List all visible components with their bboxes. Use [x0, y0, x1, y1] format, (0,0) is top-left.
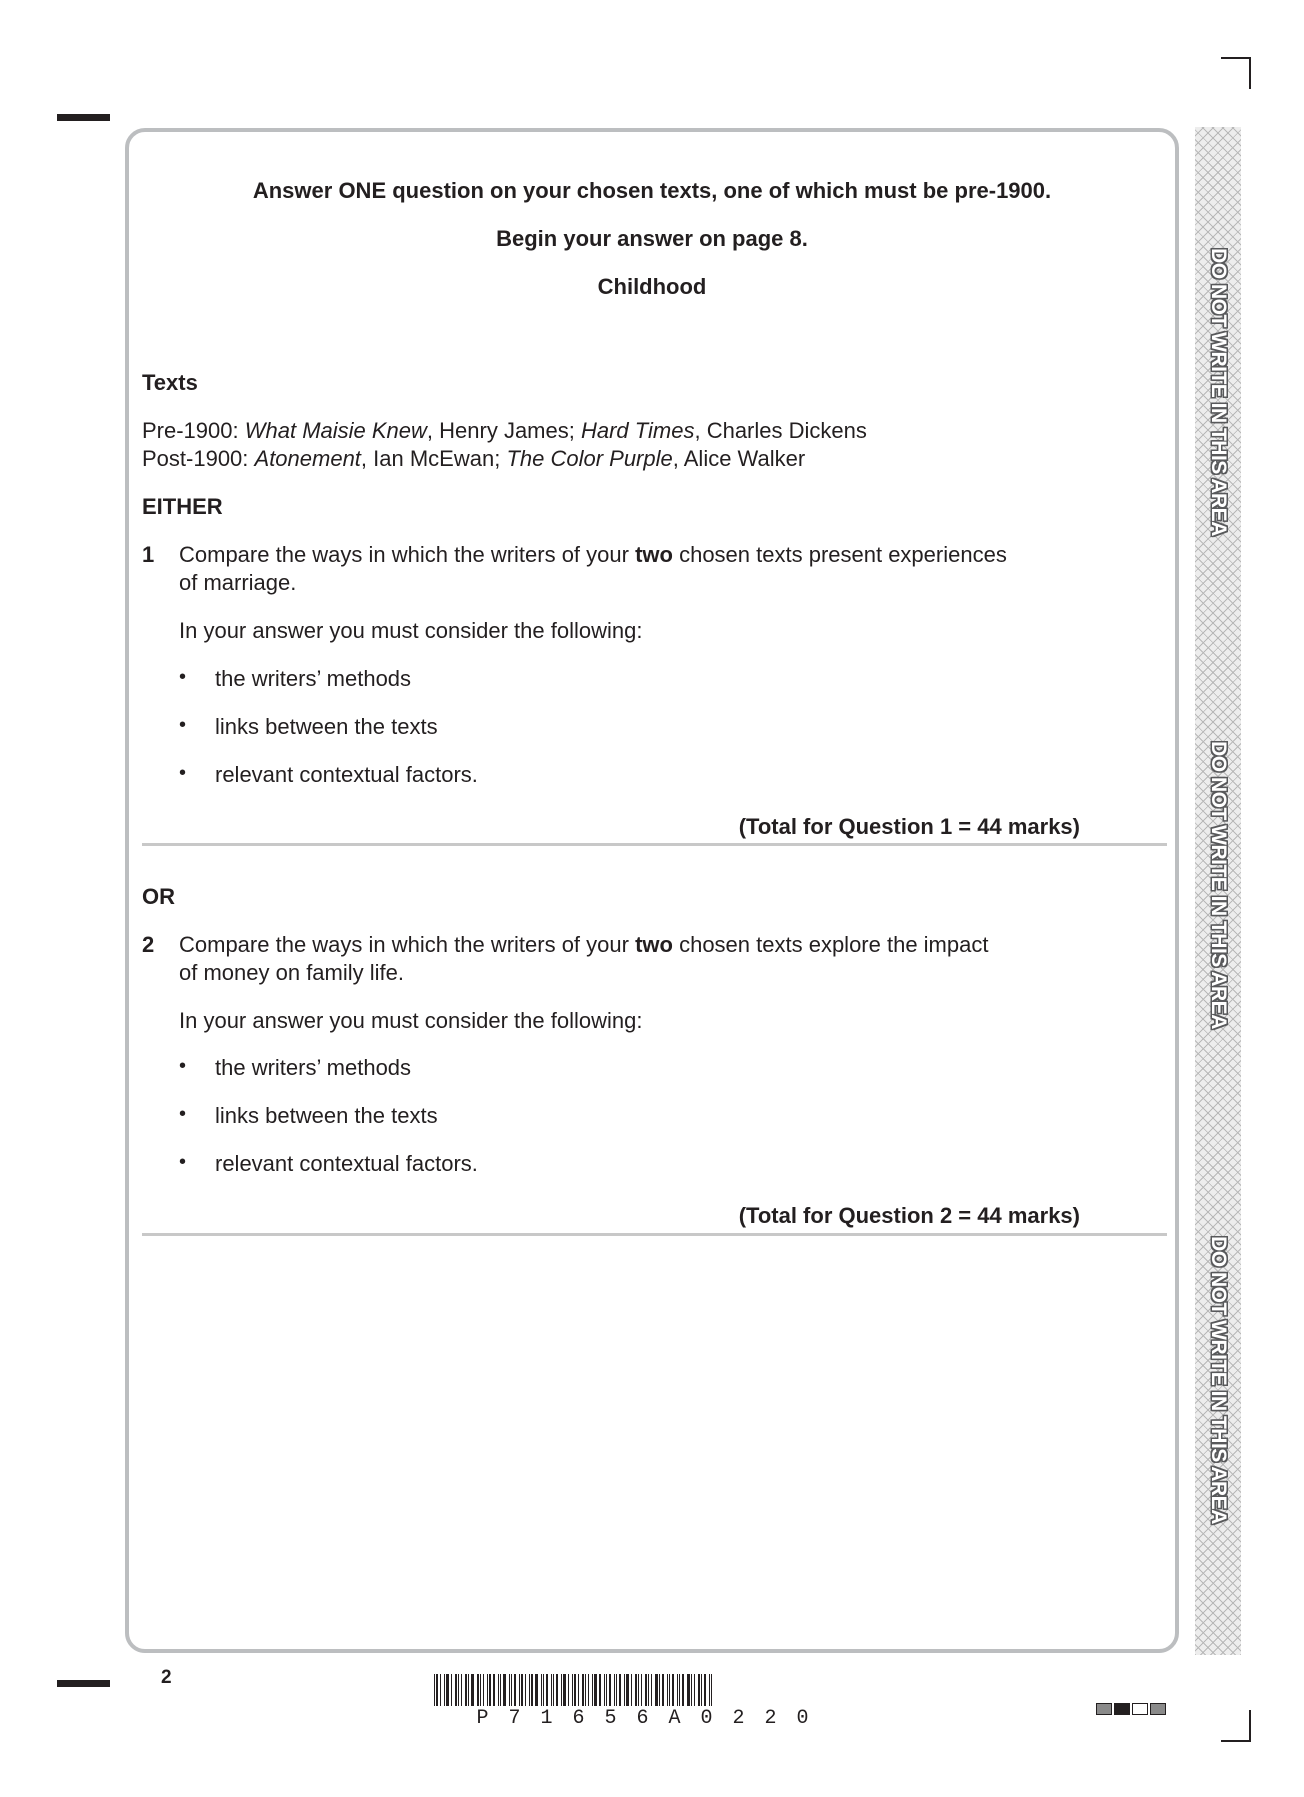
barcode-bar — [440, 1674, 441, 1706]
barcode-bar — [609, 1674, 611, 1706]
registration-bar-top — [57, 114, 110, 121]
barcode-bar — [594, 1674, 597, 1706]
post-1900-texts: Post-1900: Atonement, Ian McEwan; The Color Purple, Alice Walker — [142, 446, 806, 471]
barcode-bar — [651, 1674, 652, 1706]
barcode-bar — [444, 1674, 445, 1706]
theme-title: Childhood — [597, 274, 707, 299]
barcode-bar — [677, 1674, 678, 1706]
barcode-bar — [455, 1674, 457, 1706]
barcode-bar — [572, 1674, 573, 1706]
barcode-bar — [535, 1674, 538, 1706]
barcode-bar — [568, 1674, 569, 1706]
barcode-bar — [604, 1674, 605, 1706]
barcode-bar — [553, 1674, 554, 1706]
barcode-bar — [704, 1674, 706, 1706]
registration-bar-bottom — [57, 1680, 110, 1687]
barcode-bar — [655, 1674, 658, 1706]
question-2-number: 2 — [142, 932, 155, 957]
barcode-bar — [503, 1674, 506, 1706]
barcode-bar — [531, 1674, 533, 1706]
barcode-bar — [711, 1674, 712, 1706]
question-1-rule — [142, 843, 1167, 846]
barcode-bar — [635, 1674, 637, 1706]
barcode-bar — [624, 1674, 625, 1706]
barcode-bar — [694, 1674, 695, 1706]
question-2-bullet-3: relevant contextual factors. — [215, 1151, 478, 1176]
crop-mark-bottom-right-vertical — [1249, 1710, 1251, 1742]
question-1-number: 1 — [142, 542, 155, 567]
barcode-bar — [509, 1674, 510, 1706]
bullet-icon: • — [179, 666, 187, 688]
barcode-bar — [588, 1674, 589, 1706]
barcode-bar — [556, 1674, 558, 1706]
barcode-bar — [667, 1674, 668, 1706]
barcode-bar — [669, 1674, 670, 1706]
barcode-bar — [434, 1674, 435, 1706]
barcode-bar — [626, 1674, 629, 1706]
barcode-bar — [487, 1674, 488, 1706]
barcode-bar — [645, 1674, 647, 1706]
barcode-bar — [500, 1674, 501, 1706]
barcode-bar — [529, 1674, 530, 1706]
texts-heading: Texts — [142, 370, 198, 395]
barcode-bar — [541, 1674, 542, 1706]
question-1-bullet-1: the writers’ methods — [215, 666, 412, 691]
question-1-bullet-3: relevant contextual factors. — [215, 762, 478, 787]
barcode-bar — [599, 1674, 601, 1706]
barcode-bar — [672, 1674, 674, 1706]
barcode-bar — [563, 1674, 566, 1706]
crop-mark-top-right — [1221, 57, 1250, 59]
question-1-bullet-2: links between the texts — [215, 714, 438, 739]
question-1-total: (Total for Question 1 = 44 marks) — [738, 814, 1080, 839]
barcode-bar — [578, 1674, 579, 1706]
barcode-bar — [546, 1674, 548, 1706]
barcode-bar — [698, 1674, 700, 1706]
barcode-bar — [551, 1674, 552, 1706]
barcode-bar — [619, 1674, 621, 1706]
barcode-bar — [641, 1674, 642, 1706]
question-1-consider: In your answer you must consider the following: — [179, 618, 643, 643]
barcode-bar — [468, 1674, 469, 1706]
barcode-bar — [574, 1674, 576, 1706]
barcode-bar — [477, 1674, 479, 1706]
barcode-bar — [691, 1674, 692, 1706]
question-2-line-1: Compare the ways in which the writers of your two chosen texts explore the impact — [179, 932, 989, 957]
barcode-bar — [582, 1674, 584, 1706]
barcode-bar — [659, 1674, 660, 1706]
barcode-bar — [471, 1674, 474, 1706]
barcode-bar — [519, 1674, 520, 1706]
barcode-bar — [592, 1674, 593, 1706]
bullet-icon: • — [179, 1055, 187, 1077]
page-number: 2 — [161, 1667, 172, 1688]
barcode-bar — [483, 1674, 484, 1706]
barcode-bar — [585, 1674, 586, 1706]
barcode-bar — [631, 1674, 632, 1706]
barcode-bar — [561, 1674, 562, 1706]
barcode-bar — [682, 1674, 684, 1706]
begin-note: Begin your answer on page 8. — [496, 226, 808, 251]
barcode-bar — [638, 1674, 639, 1706]
question-1-line-1: Compare the ways in which the writers of your two chosen texts present experiences — [179, 542, 1007, 567]
barcode-bar — [679, 1674, 680, 1706]
barcode-bar — [662, 1674, 664, 1706]
bullet-icon: • — [179, 1151, 187, 1173]
pre-1900-texts: Pre-1900: What Maisie Knew, Henry James; Hard Times, Charles Dickens — [142, 418, 867, 443]
barcode-bar — [525, 1674, 526, 1706]
or-label: OR — [142, 884, 175, 909]
barcode-bar — [687, 1674, 690, 1706]
barcode-bar — [446, 1674, 449, 1706]
bullet-icon: • — [179, 762, 187, 784]
barcode-bar — [614, 1674, 615, 1706]
barcode-bar — [436, 1674, 438, 1706]
barcode — [434, 1674, 871, 1706]
barcode-bar — [511, 1674, 512, 1706]
bullet-icon: • — [179, 1103, 187, 1125]
instruction-text: Answer ONE question on your chosen texts, one of which must be pre-1900. — [252, 178, 1052, 203]
barcode-bar — [616, 1674, 617, 1706]
question-2-line-2: of money on family life. — [179, 960, 404, 985]
question-2-bullet-1: the writers’ methods — [215, 1055, 412, 1080]
barcode-bar — [458, 1674, 459, 1706]
question-2-rule — [142, 1233, 1167, 1236]
crop-mark-top-right-vertical — [1249, 57, 1251, 89]
barcode-bar — [543, 1674, 544, 1706]
barcode-bar — [451, 1674, 452, 1706]
crop-mark-bottom-right — [1221, 1740, 1250, 1742]
barcode-bar — [480, 1674, 481, 1706]
barcode-bar — [498, 1674, 499, 1706]
either-label: EITHER — [142, 494, 223, 519]
barcode-bar — [514, 1674, 516, 1706]
barcode-bar — [465, 1674, 467, 1706]
question-panel — [125, 128, 1179, 1653]
page-blocks-icon — [1096, 1703, 1166, 1715]
barcode-bar — [521, 1674, 523, 1706]
barcode-bar — [709, 1674, 710, 1706]
bullet-icon: • — [179, 714, 187, 736]
barcode-bar — [461, 1674, 462, 1706]
barcode-bar — [648, 1674, 649, 1706]
barcode-text: P71656A0220 — [476, 1707, 829, 1730]
barcode-bar — [493, 1674, 495, 1706]
question-1-line-2: of marriage. — [179, 570, 297, 595]
barcode-bar — [606, 1674, 607, 1706]
question-2-consider: In your answer you must consider the following: — [179, 1008, 643, 1033]
question-2-bullet-2: links between the texts — [215, 1103, 438, 1128]
question-2-total: (Total for Question 2 = 44 marks) — [738, 1203, 1080, 1228]
barcode-bar — [701, 1674, 702, 1706]
barcode-bar — [489, 1674, 491, 1706]
